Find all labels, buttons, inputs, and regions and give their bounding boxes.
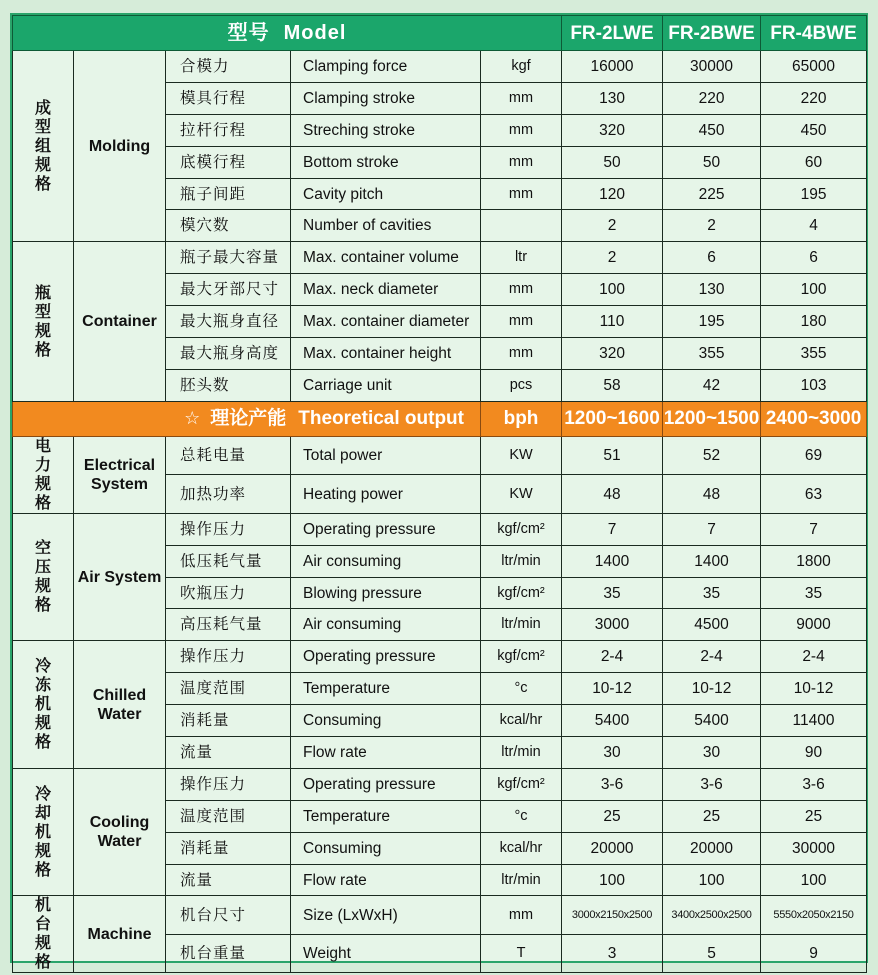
param-value: 195 [761,178,867,210]
param-value: 3400x2500x2500 [663,896,761,935]
param-value: 450 [761,114,867,146]
spec-row [13,51,867,83]
param-value: 220 [761,82,867,114]
param-value: 50 [663,146,761,178]
param-unit: T [481,934,562,973]
param-name-en: Blowing pressure [291,577,481,609]
param-value: 25 [663,800,761,832]
param-value: 100 [562,864,663,896]
param-value: 69 [761,436,867,475]
param-unit: kcal/hr [481,705,562,737]
group-label-cn: 冷冻机规格 [13,641,74,769]
param-unit: mm [481,306,562,338]
param-name-en: Max. container volume [291,242,481,274]
param-unit: ltr/min [481,864,562,896]
param-name-en: Temperature [291,800,481,832]
param-value: 7 [562,513,663,545]
param-value: 225 [663,178,761,210]
model-header-en: Model [283,21,347,44]
param-value: 90 [761,737,867,769]
param-value: 1400 [663,545,761,577]
group-label-en: Cooling Water [74,768,166,896]
param-value: 35 [761,577,867,609]
param-value: 48 [562,475,663,514]
group-label-cn: 瓶型规格 [13,242,74,401]
param-unit: mm [481,146,562,178]
param-value: 20000 [663,832,761,864]
param-name-en: Temperature [291,673,481,705]
param-unit: kgf/cm² [481,641,562,673]
param-unit: KW [481,436,562,475]
group-label-cn: 冷却机规格 [13,768,74,896]
param-name-en: Clamping force [291,51,481,83]
param-name-en: Heating power [291,475,481,514]
param-value: 3000x2150x2500 [562,896,663,935]
param-value: 220 [663,82,761,114]
param-name-cn: 消耗量 [166,705,291,737]
param-name-en: Operating pressure [291,513,481,545]
param-value: 4 [761,210,867,242]
param-name-cn: 机台尺寸 [166,896,291,935]
param-value: 3000 [562,609,663,641]
param-name-en: Carriage unit [291,369,481,401]
param-name-cn: 最大瓶身直径 [166,306,291,338]
param-name-cn: 温度范围 [166,800,291,832]
group-label-en: Chilled Water [74,641,166,769]
param-value: 9 [761,934,867,973]
spec-row [13,896,867,935]
group-label-cn: 空压规格 [13,513,74,641]
param-value: 11400 [761,705,867,737]
group-label-en: Machine [74,896,166,973]
param-value: 3-6 [562,768,663,800]
param-value: 2-4 [761,641,867,673]
output-unit: bph [481,401,562,436]
param-value: 5400 [562,705,663,737]
param-value: 6 [663,242,761,274]
param-name-en: Consuming [291,832,481,864]
param-name-en: Bottom stroke [291,146,481,178]
param-name-en: Consuming [291,705,481,737]
spec-table [12,15,867,973]
param-value: 7 [761,513,867,545]
param-name-cn: 机台重量 [166,934,291,973]
param-value: 20000 [562,832,663,864]
param-name-en: Max. neck diameter [291,274,481,306]
param-value: 30000 [761,832,867,864]
param-name-cn: 高压耗气量 [166,609,291,641]
param-unit: °c [481,673,562,705]
param-name-en: Total power [291,436,481,475]
param-value: 130 [663,274,761,306]
param-value: 35 [562,577,663,609]
param-value: 63 [761,475,867,514]
param-value: 5400 [663,705,761,737]
param-name-cn: 模具行程 [166,82,291,114]
param-value: 3 [562,934,663,973]
spec-row [13,242,867,274]
param-value: 320 [562,338,663,370]
param-name-en: Weight [291,934,481,973]
star-icon: ☆ [184,408,201,429]
param-value: 2-4 [663,641,761,673]
param-name-cn: 瓶子最大容量 [166,242,291,274]
param-name-en: Operating pressure [291,768,481,800]
param-name-cn: 瓶子间距 [166,178,291,210]
param-value: 48 [663,475,761,514]
param-name-cn: 吹瓶压力 [166,577,291,609]
param-value: 30 [663,737,761,769]
param-name-cn: 温度范围 [166,673,291,705]
param-unit: mm [481,338,562,370]
param-name-cn: 加热功率 [166,475,291,514]
param-unit: pcs [481,369,562,401]
param-unit: mm [481,274,562,306]
param-value: 2 [562,242,663,274]
param-name-en: Air consuming [291,545,481,577]
param-value: 58 [562,369,663,401]
param-value: 51 [562,436,663,475]
param-value: 35 [663,577,761,609]
param-value: 195 [663,306,761,338]
group-label-cn: 成型组规格 [13,51,74,242]
param-name-cn: 胚头数 [166,369,291,401]
param-unit: ltr/min [481,737,562,769]
param-value: 65000 [761,51,867,83]
param-name-en: Max. container diameter [291,306,481,338]
param-name-en: Air consuming [291,609,481,641]
param-unit: kgf/cm² [481,513,562,545]
param-unit: ltr [481,242,562,274]
param-name-en: Clamping stroke [291,82,481,114]
param-value: 130 [562,82,663,114]
param-unit: kgf [481,51,562,83]
param-name-cn: 底模行程 [166,146,291,178]
param-value: 100 [761,274,867,306]
param-unit [481,210,562,242]
spec-row [13,513,867,545]
param-unit: KW [481,475,562,514]
param-value: 180 [761,306,867,338]
param-value: 355 [761,338,867,370]
param-value: 2 [562,210,663,242]
param-name-en: Size (LxWxH) [291,896,481,935]
spec-row [13,436,867,475]
model-header-cn: 型号 [227,21,270,44]
param-unit: kgf/cm² [481,577,562,609]
spec-row [13,641,867,673]
param-unit: mm [481,178,562,210]
param-name-cn: 最大牙部尺寸 [166,274,291,306]
param-value: 50 [562,146,663,178]
param-value: 2 [663,210,761,242]
theoretical-output-label [13,401,481,436]
model-col-2: FR-2BWE [663,16,761,51]
group-label-cn: 机台规格 [13,896,74,973]
param-value: 100 [562,274,663,306]
param-unit: kgf/cm² [481,768,562,800]
param-value: 1400 [562,545,663,577]
output-label-cn: 理论产能 [210,408,287,430]
param-value: 10-12 [562,673,663,705]
param-name-cn: 消耗量 [166,832,291,864]
output-value: 2400~3000 [761,401,867,436]
param-value: 450 [663,114,761,146]
param-value: 25 [761,800,867,832]
param-value: 100 [663,864,761,896]
output-value: 1200~1500 [663,401,761,436]
param-unit: ltr/min [481,545,562,577]
param-unit: mm [481,114,562,146]
param-name-en: Number of cavities [291,210,481,242]
param-name-cn: 模穴数 [166,210,291,242]
param-value: 25 [562,800,663,832]
param-value: 9000 [761,609,867,641]
param-value: 30 [562,737,663,769]
param-value: 120 [562,178,663,210]
model-header [13,16,562,51]
param-name-cn: 总耗电量 [166,436,291,475]
header-row [13,16,867,51]
param-name-cn: 合模力 [166,51,291,83]
group-label-en: Air System [74,513,166,641]
param-value: 100 [761,864,867,896]
param-value: 4500 [663,609,761,641]
param-name-en: Operating pressure [291,641,481,673]
param-name-cn: 流量 [166,864,291,896]
param-name-en: Cavity pitch [291,178,481,210]
param-value: 7 [663,513,761,545]
param-value: 10-12 [761,673,867,705]
param-value: 42 [663,369,761,401]
group-label-en: Molding [74,51,166,242]
param-name-cn: 操作压力 [166,768,291,800]
param-value: 3-6 [761,768,867,800]
param-value: 103 [761,369,867,401]
param-name-cn: 操作压力 [166,513,291,545]
param-value: 5 [663,934,761,973]
param-value: 60 [761,146,867,178]
param-value: 52 [663,436,761,475]
param-value: 5550x2050x2150 [761,896,867,935]
param-value: 6 [761,242,867,274]
param-value: 355 [663,338,761,370]
param-value: 320 [562,114,663,146]
output-value: 1200~1600 [562,401,663,436]
param-value: 1800 [761,545,867,577]
group-label-en: Electrical System [74,436,166,513]
param-name-en: Flow rate [291,864,481,896]
param-value: 110 [562,306,663,338]
param-value: 30000 [663,51,761,83]
param-value: 16000 [562,51,663,83]
param-value: 10-12 [663,673,761,705]
param-name-cn: 流量 [166,737,291,769]
param-name-cn: 低压耗气量 [166,545,291,577]
spec-table-frame [10,13,868,972]
param-unit: kcal/hr [481,832,562,864]
param-value: 2-4 [562,641,663,673]
spec-row [13,768,867,800]
theoretical-output-row [13,401,867,436]
param-name-cn: 操作压力 [166,641,291,673]
output-label-en: Theoretical output [298,408,464,430]
param-unit: mm [481,82,562,114]
param-name-en: Flow rate [291,737,481,769]
param-value: 3-6 [663,768,761,800]
param-name-cn: 拉杆行程 [166,114,291,146]
model-col-3: FR-4BWE [761,16,867,51]
model-col-1: FR-2LWE [562,16,663,51]
group-label-en: Container [74,242,166,401]
param-name-en: Max. container height [291,338,481,370]
param-unit: °c [481,800,562,832]
param-name-en: Streching stroke [291,114,481,146]
param-unit: mm [481,896,562,935]
param-unit: ltr/min [481,609,562,641]
group-label-cn: 电力规格 [13,436,74,513]
param-name-cn: 最大瓶身高度 [166,338,291,370]
